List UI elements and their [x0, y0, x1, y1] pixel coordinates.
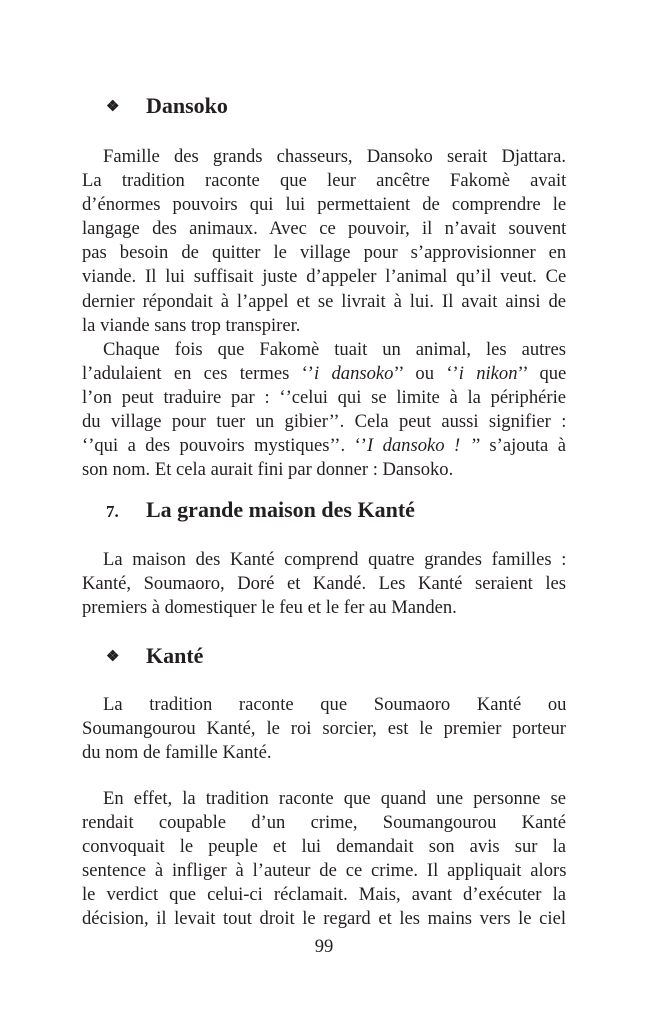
diamond-bullet-icon: ❖: [106, 99, 120, 115]
text-line: La tradition raconte que Soumaoro Kanté ou: [103, 694, 567, 715]
section-title: Dansoko: [146, 93, 228, 118]
section-number: 7.: [106, 502, 119, 521]
text-line: la viande sans trop transpirer.: [82, 314, 301, 336]
section-title: La grande maison des Kanté: [146, 497, 415, 522]
text-line: Famille des grands chasseurs, Dansoko serait Djattara.: [103, 146, 566, 167]
text-line: Chaque fois que Fakomè tuait un animal, les autres: [103, 339, 566, 360]
text-line: La tradition raconte que leur ancêtre Fakomè avait: [82, 170, 567, 192]
text-line: rendait coupable d’un crime, Soumangourou Kanté: [82, 812, 567, 834]
text-line: d’énormes pouvoirs qui lui permettaient de comprendre le: [82, 194, 567, 216]
text-line: dernier répondait à l’appel et se livrait à lui. Il avait ainsi de: [82, 290, 566, 312]
paragraph: [82, 145, 566, 338]
diamond-bullet-icon: ❖: [106, 649, 120, 665]
paragraph: [82, 548, 566, 620]
section-title: Kanté: [146, 643, 204, 668]
text-line: sentence à infliger à l’auteur de ce crime. Il appliquait alors: [82, 860, 567, 882]
text-line: du village pour tuer un gibier’’. Cela peut aussi signifier :: [82, 411, 567, 433]
italic-term: i dansoko: [314, 363, 394, 385]
text-line: viande. Il lui suffisait juste d’appeler l’animal qu’il veut. Ce: [82, 266, 567, 288]
text-line: Kanté, Soumaoro, Doré et Kandé. Les Kanté seraient les: [82, 573, 566, 595]
text-line: du nom de famille Kanté.: [82, 742, 272, 764]
section-heading-dansoko: [82, 93, 228, 122]
paragraph: [82, 787, 566, 932]
section-heading-kante-house: [82, 497, 415, 525]
text-line: En effet, la tradition raconte que quand une personne se: [103, 788, 566, 809]
text-line: le verdict que celui-ci réclamait. Mais, avant d’exécuter la: [82, 884, 566, 906]
text-line: son nom. Et cela aurait fini par donner : Dansoko.: [82, 459, 454, 481]
text-line: Soumangourou Kanté, le roi sorcier, est le premier porteur: [82, 718, 567, 740]
text-line: ‘’qui a des pouvoirs mystiques’’. ‘’I dansoko ! ’’ s’ajouta à: [82, 435, 566, 457]
italic-term: I dansoko ! ’’: [366, 435, 480, 457]
page-number: 99: [314, 936, 334, 957]
text-line: pas besoin de quitter le village pour s’approvisionner en: [82, 242, 567, 264]
text-line: décision, il levait tout droit le regard et les mains vers le ciel: [82, 908, 566, 930]
text-line: l’on peut traduire par : ‘’celui qui se limite à la périphérie: [82, 387, 567, 409]
paragraph: [82, 338, 566, 483]
text-line: premiers à domestiquer le feu et le fer au Manden.: [82, 597, 457, 619]
section-heading-kante: [82, 643, 203, 672]
text-line: La maison des Kanté comprend quatre grandes familles :: [103, 549, 567, 570]
italic-term: i nikon: [458, 363, 518, 385]
paragraph: [82, 693, 566, 765]
text-line: convoquait le peuple et lui demandait son avis sur la: [82, 836, 566, 858]
text-line: l’adulaient en ces termes ‘’i dansoko’’ ou ‘’i nikon’’ que: [82, 363, 567, 385]
text-line: langage des animaux. Avec ce pouvoir, il n’avait souvent: [82, 218, 567, 240]
